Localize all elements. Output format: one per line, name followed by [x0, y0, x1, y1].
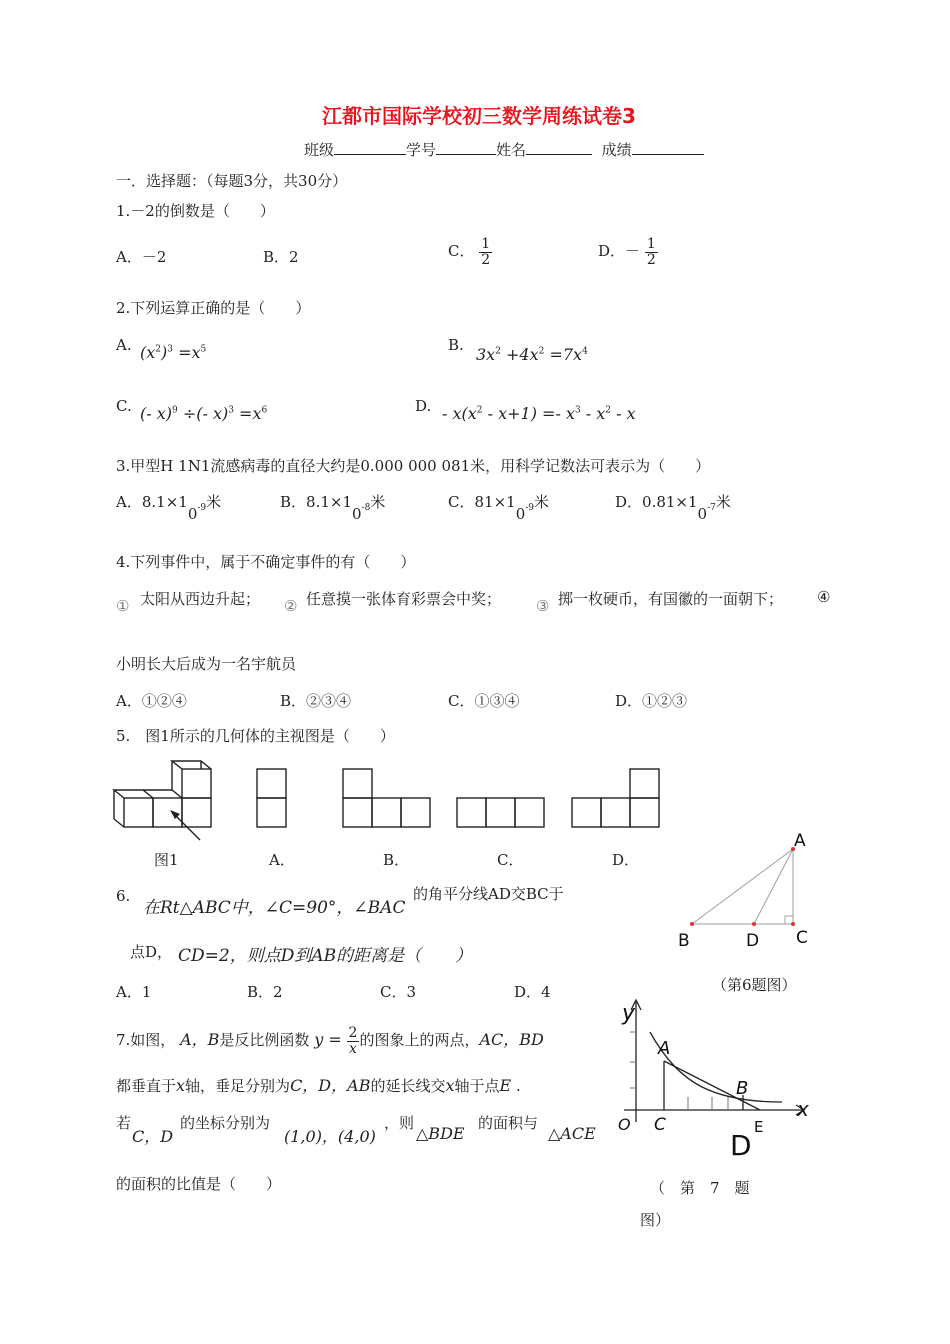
- q7-text: 若: [116, 1114, 132, 1132]
- q3-b-power: -8: [361, 503, 371, 513]
- point-b: [690, 922, 694, 926]
- q6-text-1: 在Rt△ABC中，∠C=90°，∠BAC: [143, 898, 406, 918]
- q3-d-unit: 米: [715, 493, 731, 511]
- q4-event-3: 掷一枚硬币，有国徽的一面朝下；: [558, 590, 784, 608]
- q7-text: 7.如图，: [116, 1031, 176, 1050]
- q5-figures: [100, 752, 680, 847]
- q7-cd-ab: C，D，AB: [290, 1076, 371, 1095]
- side-ab: [692, 849, 793, 924]
- label-y: y: [622, 1001, 636, 1026]
- q6-text-2: 的角平分线AD交BC于: [413, 885, 564, 903]
- q7-fraction: [347, 1026, 360, 1056]
- q3-d-text: D．0.81×1: [615, 493, 698, 511]
- q4-option-a[interactable]: A．①②④: [116, 692, 187, 710]
- class-blank[interactable]: [334, 140, 406, 155]
- q7-text: 的图象上的两点，: [359, 1031, 480, 1050]
- score-label: 成绩: [601, 141, 632, 159]
- q2-formula-c: (- x)$^9$ ÷(- $x)^3 =x^6$: [140, 404, 268, 423]
- q7-line-3: [116, 1112, 131, 1133]
- q2-stem: 2.下列运算正确的是（ ）: [116, 299, 311, 317]
- q5-stem: 5. 图1所示的几何体的主视图是（ ）: [116, 727, 395, 745]
- q4-event-4: 小明长大后成为一名宇航员: [116, 655, 297, 673]
- q3-a-text: A．8.1×1: [116, 493, 188, 511]
- frac-den: 2: [646, 251, 656, 268]
- q6-triangle-figure: [670, 826, 820, 956]
- score-blank[interactable]: [632, 140, 704, 155]
- q4-num-2: ②: [284, 597, 298, 615]
- q3-option-c[interactable]: [448, 491, 550, 523]
- q1-option-b[interactable]: B．2: [263, 248, 299, 266]
- label-a: A: [658, 1038, 671, 1059]
- q3-option-a[interactable]: [116, 491, 222, 523]
- class-label: 班级: [304, 141, 335, 159]
- frac-den: 2: [481, 251, 491, 268]
- name-label: 姓名: [496, 141, 527, 159]
- q3-c-power: -9: [525, 503, 535, 513]
- q1-option-c[interactable]: [448, 237, 492, 267]
- q6-caption: （第6题图）: [712, 976, 797, 994]
- q3-option-b[interactable]: [280, 491, 386, 523]
- label-a: A: [794, 831, 806, 851]
- q1-option-c-label: C．: [448, 242, 475, 261]
- q7-line-4: 的面积的比值是（ ）: [116, 1175, 282, 1193]
- q5-option-d[interactable]: D．: [612, 851, 640, 869]
- frac-num: 1: [646, 236, 656, 252]
- q2-formula-b: $3x^2 +4x^2 =7x^4$: [476, 345, 588, 364]
- q6-number: 6.: [116, 887, 131, 905]
- figure-1-solid: [114, 761, 211, 840]
- q7-text: 轴于点: [454, 1077, 500, 1095]
- label-d: D: [746, 931, 760, 951]
- option-b-view: [343, 769, 430, 827]
- bisector-ad: [754, 849, 793, 924]
- q2-option-d-label[interactable]: D.: [415, 397, 432, 415]
- q7-caption-1: （ 第 7 题: [650, 1179, 750, 1197]
- option-c-view: [457, 798, 544, 827]
- label-c: C: [796, 928, 808, 948]
- q2-option-b-label[interactable]: B.: [448, 336, 464, 354]
- q4-stem: 4.下列事件中，属于不确定事件的有（ ）: [116, 553, 416, 571]
- q6-text-3: 点D，: [130, 943, 173, 961]
- q7-x: x: [176, 1076, 186, 1095]
- q3-b-text: B．8.1×1: [280, 493, 352, 511]
- point-d: [752, 922, 756, 926]
- q6-option-a[interactable]: A．1: [116, 983, 152, 1001]
- frac-num: 2: [348, 1025, 358, 1041]
- q7-coords: (1,0)，(4,0): [284, 1127, 376, 1146]
- q7-ab: A，B: [180, 1030, 220, 1050]
- q4-option-d[interactable]: D．①②③: [615, 692, 688, 710]
- q1-stem: 1.－2的倒数是（ ）: [116, 202, 275, 220]
- q7-text-then: ，则: [384, 1114, 415, 1132]
- q1-option-a[interactable]: A．－2: [116, 248, 167, 266]
- q1-option-d[interactable]: [598, 237, 658, 267]
- q3-c-zero: 0: [515, 505, 526, 523]
- q7-e: E: [499, 1076, 512, 1095]
- q4-num-1: ①: [116, 597, 130, 615]
- q7-text-coords: 的坐标分别为: [180, 1114, 271, 1132]
- option-a-view: [257, 769, 286, 827]
- q3-option-d[interactable]: [615, 491, 731, 523]
- label-d: D: [730, 1129, 752, 1162]
- q7-x: x: [445, 1076, 455, 1095]
- q3-a-power: -9: [197, 503, 207, 513]
- q7-graph-figure: [612, 992, 812, 1162]
- page-title: 江都市国际学校初三数学周练试卷3: [322, 104, 636, 128]
- q7-ace: △ACE: [548, 1124, 596, 1143]
- q4-event-1: 太阳从西边升起；: [140, 590, 261, 608]
- q7-text: 的延长线交: [370, 1077, 446, 1095]
- label-c: C: [654, 1115, 666, 1135]
- label-x: x: [797, 1097, 809, 1121]
- q7-bde: △BDE: [416, 1124, 465, 1143]
- id-label: 学号: [406, 141, 437, 159]
- q7-y-eq: y =: [314, 1030, 342, 1050]
- q3-c-unit: 米: [534, 493, 550, 511]
- frac-den: x: [349, 1040, 357, 1057]
- fraction: [479, 237, 492, 267]
- option-d-view: [572, 769, 659, 827]
- q7-text: 轴，垂足分别为: [185, 1077, 291, 1095]
- q3-d-zero: 0: [697, 505, 708, 523]
- q3-a-zero: 0: [187, 505, 198, 523]
- q6-text-4: CD=2，则点D到AB的距离是（ ）: [178, 946, 473, 966]
- id-blank[interactable]: [436, 140, 496, 155]
- q7-caption-2: 图）: [640, 1211, 671, 1229]
- q7-cd: C，D: [132, 1127, 174, 1146]
- q5-option-a[interactable]: A．: [269, 851, 295, 869]
- q6-option-c[interactable]: C．3: [380, 983, 417, 1001]
- q4-option-c[interactable]: C．①③④: [448, 692, 520, 710]
- q3-stem: 3.甲型H 1N1流感病毒的直径大约是0.000 000 081米，用科学记数法可表示为（ ）: [116, 457, 711, 475]
- q1-option-d-label: D．－: [598, 242, 641, 261]
- frac-num: 1: [481, 236, 491, 252]
- label-e: E: [754, 1118, 764, 1136]
- q7-text: 都垂直于: [116, 1077, 177, 1095]
- q5-option-c[interactable]: C．: [497, 851, 524, 869]
- fraction: [645, 237, 658, 267]
- q6-option-b[interactable]: B．2: [247, 983, 283, 1001]
- q2-option-c-label[interactable]: C.: [116, 397, 132, 415]
- fig1-label: 图1: [154, 851, 179, 869]
- q4-num-3: ③: [536, 597, 550, 615]
- q7-line-2: 都垂直于x轴，垂足分别为C，D，AB的延长线交x轴于点E .: [116, 1076, 521, 1095]
- q3-d-power: -7: [707, 503, 716, 513]
- q2-formula-a: $(x^2)^3 =x^5$: [140, 343, 207, 362]
- q7-ac-bd: AC，BD: [479, 1030, 544, 1050]
- q2-formula-d: - $x(x^2 - x+1) =- x^3 - x^2 - x$: [442, 404, 636, 423]
- q4-option-b[interactable]: B．②③④: [280, 692, 352, 710]
- header-fields: [304, 139, 704, 160]
- q3-b-zero: 0: [352, 505, 362, 523]
- q3-a-unit: 米: [206, 493, 222, 511]
- q6-option-d[interactable]: D．4: [514, 983, 551, 1001]
- q7-text: 是反比例函数: [219, 1031, 310, 1050]
- point-c: [791, 922, 795, 926]
- q3-c-text: C．81×1: [448, 493, 516, 511]
- q5-option-b[interactable]: B．: [383, 851, 410, 869]
- label-b: B: [736, 1078, 749, 1099]
- label-o: O: [618, 1115, 631, 1134]
- q7-line-1: [116, 1026, 544, 1056]
- q3-b-unit: 米: [370, 493, 386, 511]
- name-blank[interactable]: [526, 140, 592, 155]
- q7-text-area: 的面积与: [478, 1114, 539, 1132]
- q2-option-a-label[interactable]: A.: [116, 336, 132, 354]
- q4-event-2: 任意摸一张体育彩票会中奖；: [306, 590, 502, 608]
- section-heading: 一．选择题：（每题3分，共30分）: [116, 172, 348, 190]
- q4-num-4: ④: [817, 588, 831, 606]
- label-b: B: [678, 931, 690, 951]
